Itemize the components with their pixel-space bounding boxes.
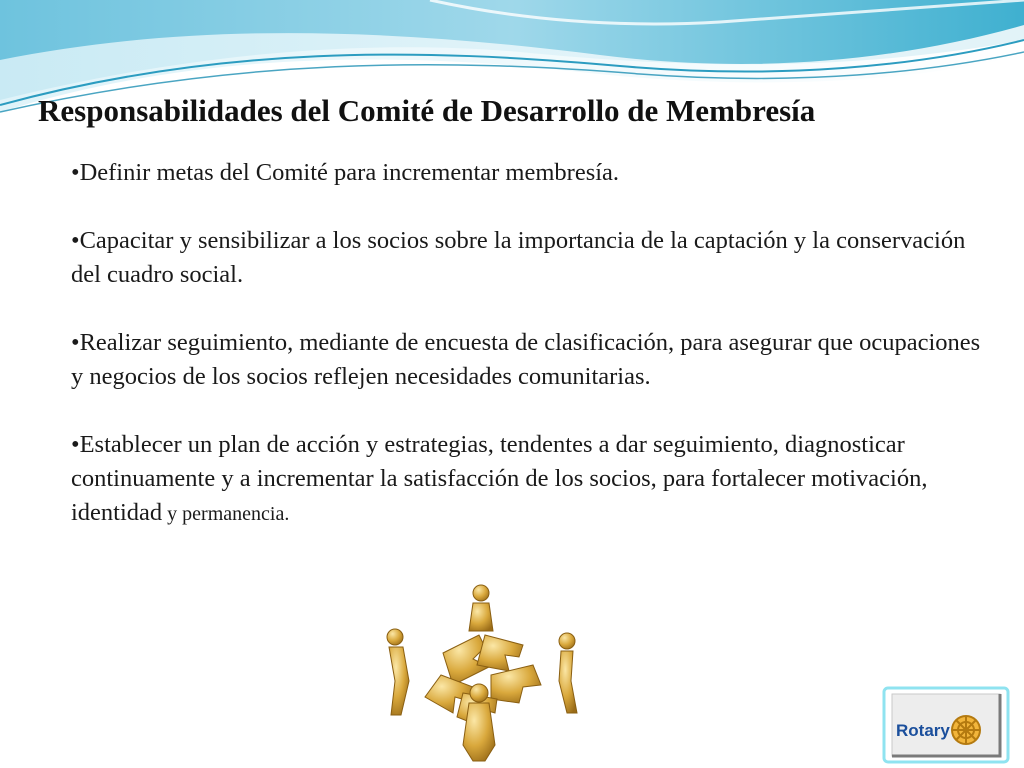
bullet-text: •Realizar seguimiento, mediante de encuesta de clasificación, para asegurar que ocupaciones y negocios de los socios reflejen necesidades comunitarias.: [71, 329, 981, 390]
bullet-item: [71, 224, 986, 292]
rotary-label: Rotary: [896, 721, 950, 740]
bullet-text: •Definir metas del Comité para incrementar membresía.: [71, 159, 620, 186]
bullet-text: •Establecer un plan de acción y estrategias, tendentes a dar seguimiento, diagnosticar continuamente y a incrementar la satisfacción de los socios, para fortalecer motivación, identidad: [71, 431, 928, 526]
rotary-wheel-icon: [952, 716, 980, 744]
people-puzzle-icon: [373, 575, 588, 765]
bullet-item: [71, 428, 986, 531]
bullet-item: [71, 326, 986, 394]
bullet-text-tail: y permanencia.: [162, 503, 290, 525]
bullet-text: •Capacitar y sensibilizar a los socios sobre la importancia de la captación y la conservación del cuadro social.: [71, 227, 966, 288]
slide-title: Responsabilidades del Comité de Desarrollo de Membresía: [38, 93, 816, 128]
rotary-badge: [882, 686, 1010, 764]
bullet-item: [71, 156, 986, 190]
bullet-list: [71, 156, 986, 531]
